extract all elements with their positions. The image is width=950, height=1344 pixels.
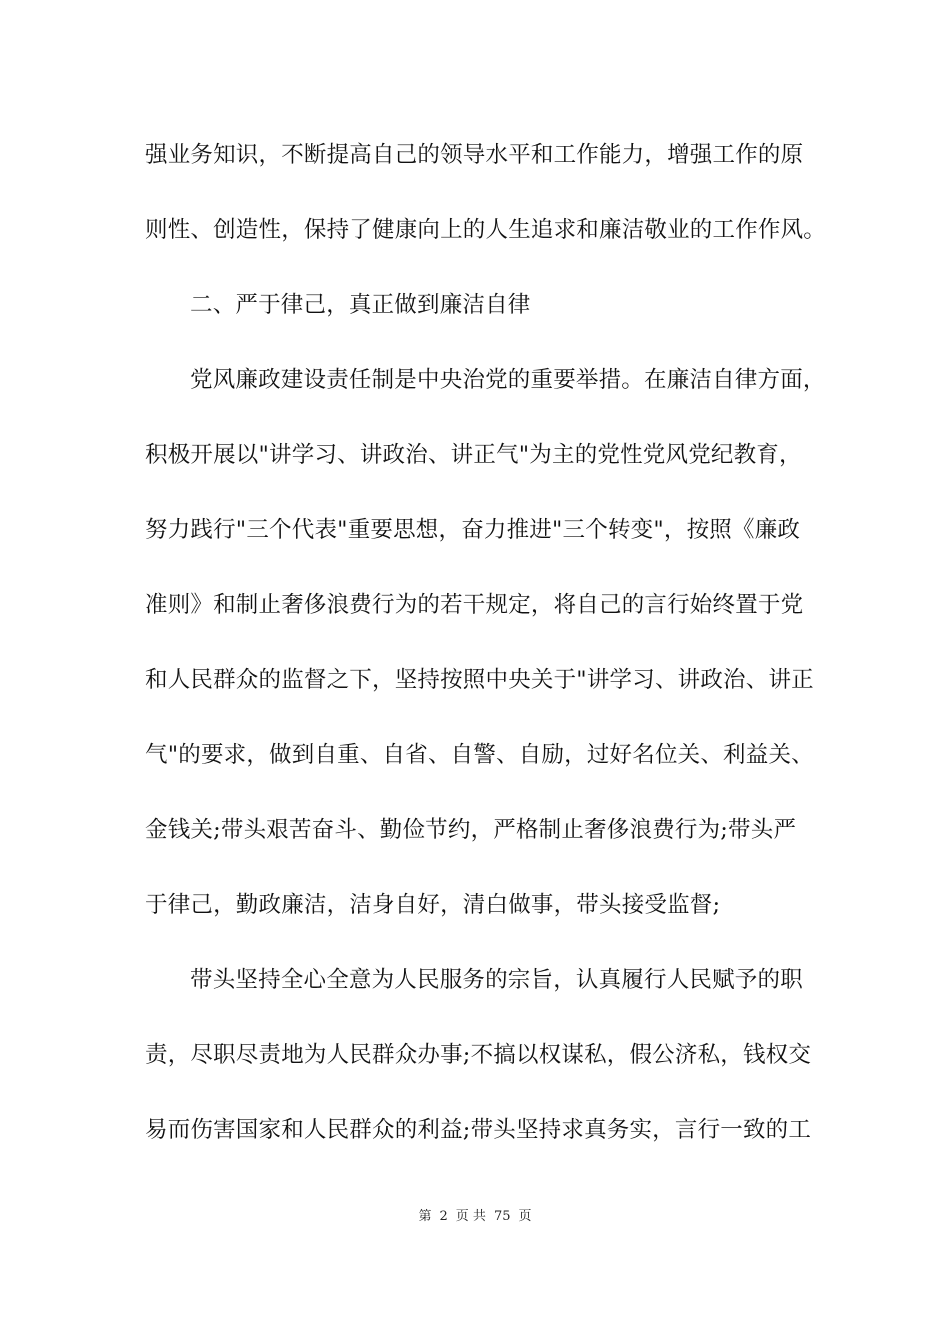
text-line-10: 金钱关;带头艰苦奋斗、勤俭节约，严格制止奢侈浪费行为;带头严 — [145, 817, 797, 843]
footer-suffix: 页 — [518, 1209, 532, 1224]
text-line-5: 积极开展以"讲学习、讲政治、讲正气"为主的党性党风党纪教育， — [145, 442, 802, 468]
footer-middle: 页 共 — [455, 1209, 486, 1224]
section-heading: 二、严于律己，真正做到廉洁自律 — [190, 292, 531, 318]
text-line-12: 带头坚持全心全意为人民服务的宗旨，认真履行人民赋予的职 — [190, 967, 803, 993]
text-line-6: 努力践行"三个代表"重要思想，奋力推进"三个转变"，按照《廉政 — [145, 517, 801, 543]
text-line-4: 党风廉政建设责任制是中央治党的重要举措。在廉洁自律方面， — [190, 367, 826, 393]
footer-current-page: 2 — [439, 1209, 448, 1224]
footer-total-pages: 75 — [493, 1209, 511, 1224]
text-line-2: 则性、创造性，保持了健康向上的人生追求和廉洁敬业的工作作风。 — [145, 217, 827, 243]
text-line-13: 责，尽职尽责地为人民群众办事;不搞以权谋私，假公济私，钱权交 — [145, 1042, 812, 1068]
text-line-1: 强业务知识，不断提高自己的领导水平和工作能力，增强工作的原 — [145, 142, 804, 168]
footer-prefix: 第 — [418, 1209, 432, 1224]
text-line-8: 和人民群众的监督之下，坚持按照中央关于"讲学习、讲政治、讲正 — [145, 667, 814, 693]
text-line-14: 易而伤害国家和人民群众的利益;带头坚持求真务实，言行一致的工 — [145, 1117, 812, 1143]
text-line-11: 于律己，勤政廉洁，洁身自好，清白做事，带头接受监督; — [145, 892, 721, 918]
text-line-9: 气"的要求，做到自重、自省、自警、自励，过好名位关、利益关、 — [145, 742, 814, 768]
page-footer — [0, 1207, 950, 1227]
text-line-7: 准则》和制止奢侈浪费行为的若干规定，将自己的言行始终置于党 — [145, 592, 804, 618]
